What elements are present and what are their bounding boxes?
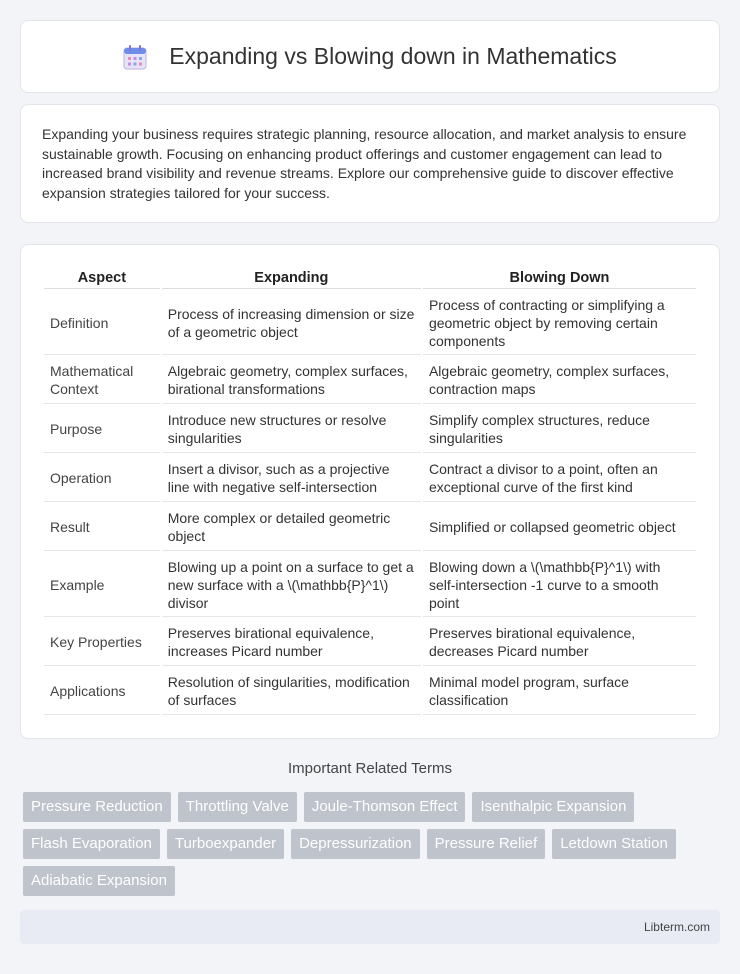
related-term-tag[interactable]: Pressure Reduction [23, 792, 171, 822]
related-term-tag[interactable]: Throttling Valve [178, 792, 297, 822]
expanding-cell: Introduce new structures or resolve singularities [162, 406, 421, 453]
aspect-cell: Operation [44, 455, 160, 502]
expanding-cell: Algebraic geometry, complex surfaces, birational transformations [162, 357, 421, 404]
related-term-tag[interactable]: Flash Evaporation [23, 829, 160, 859]
table-row [44, 504, 696, 551]
table-row [44, 668, 696, 715]
expanding-cell: Preserves birational equivalence, increases Picard number [162, 619, 421, 666]
aspect-cell: Key Properties [44, 619, 160, 666]
related-term-tag[interactable]: Letdown Station [552, 829, 676, 859]
expanding-cell: Insert a divisor, such as a projective line with negative self-intersection [162, 455, 421, 502]
footer [20, 910, 720, 944]
aspect-cell: Mathematical Context [44, 357, 160, 404]
column-header: Blowing Down [423, 267, 696, 289]
related-term-tag[interactable]: Depressurization [291, 829, 420, 859]
expanding-cell: Blowing up a point on a surface to get a new surface with a \(\mathbb{P}^1\) divisor [162, 553, 421, 617]
blowing-down-cell: Minimal model program, surface classification [423, 668, 696, 715]
column-header: Expanding [162, 267, 421, 289]
comparison-table-card [20, 244, 720, 739]
table-row [44, 357, 696, 404]
expanding-cell: Resolution of singularities, modification of surfaces [162, 668, 421, 715]
table-row [44, 291, 696, 355]
aspect-cell: Definition [44, 291, 160, 355]
related-term-tag[interactable]: Turboexpander [167, 829, 284, 859]
table-row [44, 406, 696, 453]
calendar-icon [123, 44, 147, 70]
related-term-tag[interactable]: Adiabatic Expansion [23, 866, 175, 896]
related-terms-title: Important Related Terms [288, 760, 452, 777]
related-term-tag[interactable]: Isenthalpic Expansion [472, 792, 634, 822]
blowing-down-cell: Simplify complex structures, reduce singularities [423, 406, 696, 453]
related-term-tag[interactable]: Pressure Relief [427, 829, 546, 859]
expanding-cell: More complex or detailed geometric object [162, 504, 421, 551]
table-header-row [44, 267, 696, 289]
aspect-cell: Applications [44, 668, 160, 715]
intro-text: Expanding your business requires strategic planning, resource allocation, and market analysis to ensure sustainable growth. Focusing on enhancing product offerings and customer engagement can lead to increased brand visibility and revenue streams. Explore our comprehensive guide to discover effective expansion strategies tailored for your success. [42, 126, 687, 201]
table-row [44, 455, 696, 502]
comparison-table [42, 265, 698, 717]
related-terms-list [23, 792, 723, 903]
footer-site-link[interactable]: Libterm.com [643, 920, 710, 934]
table-row [44, 553, 696, 617]
table-row [44, 619, 696, 666]
blowing-down-cell: Blowing down a \(\mathbb{P}^1\) with self-intersection -1 curve to a smooth point [423, 553, 696, 617]
blowing-down-cell: Preserves birational equivalence, decreases Picard number [423, 619, 696, 666]
expanding-cell: Process of increasing dimension or size of a geometric object [162, 291, 421, 355]
blowing-down-cell: Simplified or collapsed geometric object [423, 504, 696, 551]
blowing-down-cell: Process of contracting or simplifying a geometric object by removing certain components [423, 291, 696, 355]
blowing-down-cell: Algebraic geometry, complex surfaces, contraction maps [423, 357, 696, 404]
aspect-cell: Purpose [44, 406, 160, 453]
blowing-down-cell: Contract a divisor to a point, often an exceptional curve of the first kind [423, 455, 696, 502]
header-card [20, 20, 720, 93]
aspect-cell: Result [44, 504, 160, 551]
intro-card [20, 104, 720, 223]
aspect-cell: Example [44, 553, 160, 617]
column-header: Aspect [44, 267, 160, 289]
page-title: Expanding vs Blowing down in Mathematics [169, 43, 617, 69]
related-term-tag[interactable]: Joule-Thomson Effect [304, 792, 466, 822]
